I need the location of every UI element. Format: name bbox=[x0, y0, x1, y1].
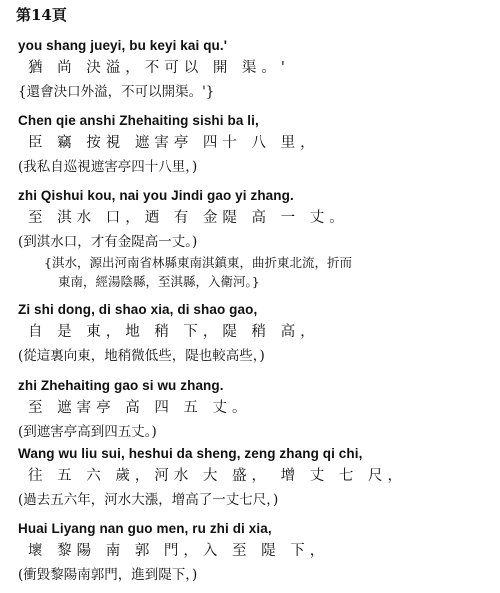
annotation-note bbox=[18, 253, 352, 291]
pinyin-line: Wang wu liu sui, heshui da sheng, zeng zhang qi chi, bbox=[18, 446, 363, 461]
passage-section bbox=[18, 188, 352, 291]
translation-line: (到遮害亭高到四五丈。) bbox=[18, 424, 157, 440]
pinyin-line: zhi Qishui kou, nai you Jindi gao yi zhang. bbox=[18, 188, 294, 203]
chinese-line: 往 五 六 歲，河水 大 盛， 增 丈 七 尺， bbox=[28, 468, 407, 484]
passage-section bbox=[18, 521, 329, 583]
translation-line: (我私自巡視遮害亭四十八里，) bbox=[18, 159, 198, 175]
translation-line: {還會決口外溢，不可以開渠。'} bbox=[18, 84, 215, 100]
chinese-line: 自 是 東，地 稍 下，隄 稍 高， bbox=[28, 324, 320, 340]
pinyin-line: Zi shi dong, di shao xia, di shao gao, bbox=[18, 302, 258, 317]
page-number-label: 第14頁 bbox=[16, 6, 67, 24]
pinyin-line: Chen qie anshi Zhehaiting sishi ba li, bbox=[18, 113, 259, 128]
translation-line: (到淇水口，才有金隄高一丈。) bbox=[18, 234, 198, 250]
chinese-line: 壞 黎陽 南 郭 門，入 至 隄 下， bbox=[28, 543, 330, 559]
chinese-line: 猶 尚 決溢，不可以 開 渠。' bbox=[28, 60, 290, 76]
annotation-line: 東南，經湯陰縣，至淇縣，入衛河。} bbox=[58, 274, 260, 289]
pinyin-line: Huai Liyang nan guo men, ru zhi di xia, bbox=[18, 521, 272, 536]
chinese-line: 臣 竊 按視 遮害亭 四十 八 里， bbox=[28, 135, 320, 151]
pinyin-line: zhi Zhehaiting gao si wu zhang. bbox=[18, 378, 224, 393]
passage-section bbox=[18, 38, 290, 100]
chinese-line: 至 淇水 口，迺 有 金隄 高 一 丈。 bbox=[28, 210, 349, 226]
passage-section bbox=[18, 446, 407, 508]
passage-section bbox=[18, 113, 320, 175]
annotation-line: {淇水，源出河南省林縣東南淇鎮東，曲折東北流，折而 bbox=[44, 255, 352, 270]
translation-line: (衝毀黎陽南郭門，進到隄下，) bbox=[18, 567, 198, 583]
translation-line: (過去五六年，河水大漲，增高了一丈七尺，) bbox=[18, 492, 279, 508]
passage-section bbox=[18, 378, 252, 440]
chinese-line: 至 遮害亭 高 四 五 丈。 bbox=[28, 400, 252, 416]
passage-section bbox=[18, 302, 320, 364]
pinyin-line: you shang jueyi, bu keyi kai qu.' bbox=[18, 38, 228, 53]
translation-line: (從這裏向東，地稍微低些，隄也較高些，) bbox=[18, 348, 265, 364]
